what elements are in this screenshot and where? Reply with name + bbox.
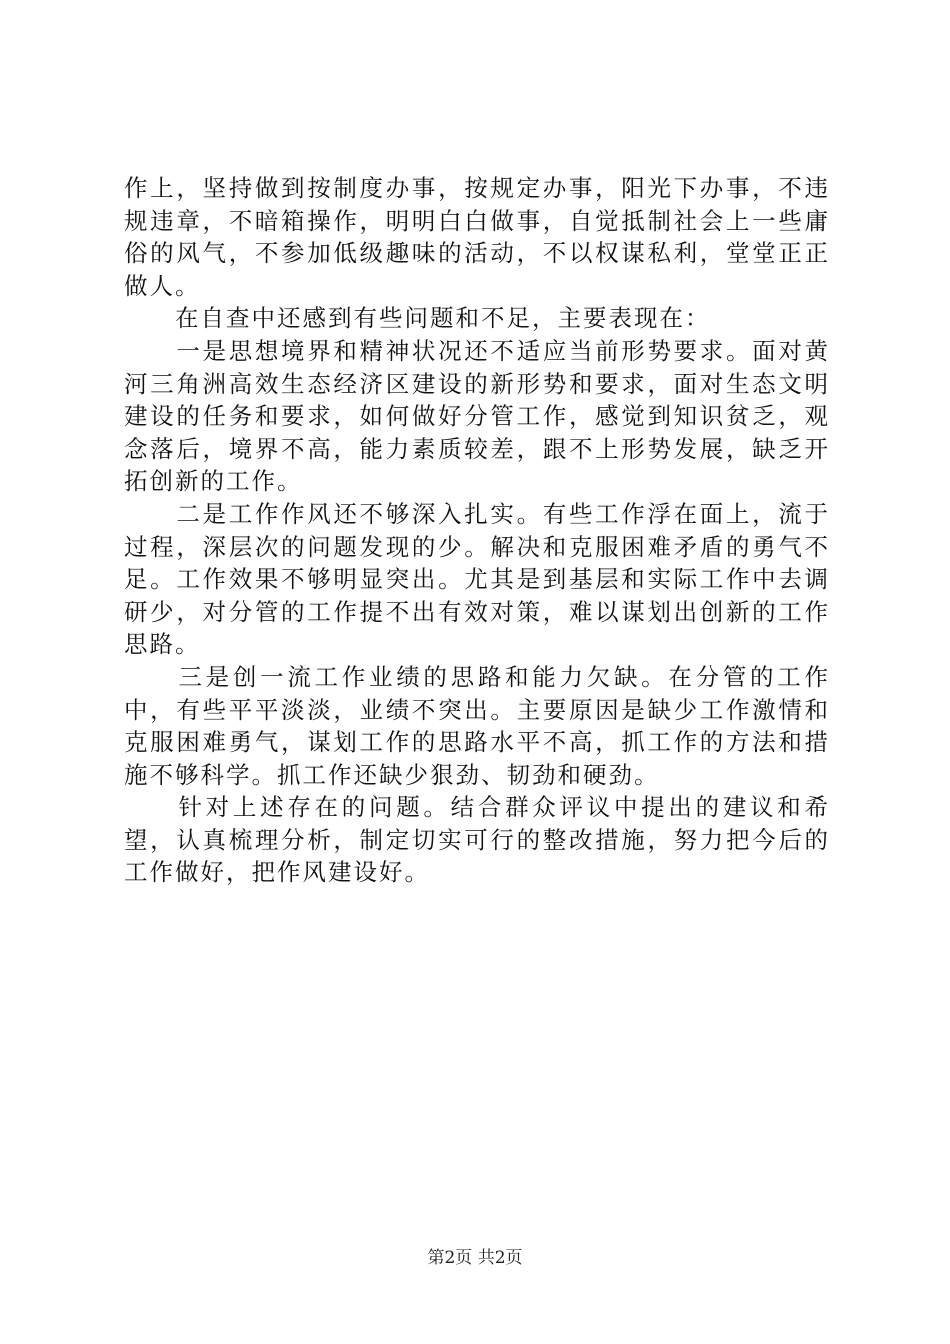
paragraph-conclusion: 针对上述存在的问题。结合群众评议中提出的建议和希望，认真梳理分析，制定切实可行的整改措施，努力把今后的工作做好，把作风建设好。 xyxy=(124,793,830,887)
paragraph-problems-intro: 在自查中还感到有些问题和不足，主要表现在： xyxy=(124,304,711,333)
paragraph-point-three: 三是创一流工作业绩的思路和能力欠缺。在分管的工作中，有些平平淡淡，业绩不突出。主要原因是缺少工作激情和克服困难勇气，谋划工作的思路水平不高，抓工作的方法和措施不够科学。抓工作还缺少狠劲、韧劲和硬劲。 xyxy=(124,662,830,789)
page-number-footer: 第2页 共2页 xyxy=(427,1248,523,1268)
paragraph-continuation: 作上，坚持做到按制度办事，按规定办事，阳光下办事，不违规违章，不暗箱操作，明明白白做事，自觉抵制社会上一些庸俗的风气，不参加低级趣味的活动，不以权谋私利，堂堂正正做人。 xyxy=(124,174,830,300)
paragraph-point-two: 二是工作作风还不够深入扎实。有些工作浮在面上，流于过程，深层次的问题发现的少。解决和克服困难矛盾的勇气不足。工作效果不够明显突出。尤其是到基层和实际工作中去调研少，对分管的工作提不出有效对策，难以谋划出创新的工作思路。 xyxy=(124,499,830,659)
paragraph-point-one: 一是思想境界和精神状况还不适应当前形势要求。面对黄河三角洲高效生态经济区建设的新形势和要求，面对生态文明建设的任务和要求，如何做好分管工作，感觉到知识贫乏，观念落后，境界不高，能力素质较差，跟不上形势发展，缺乏开拓创新的工作。 xyxy=(124,336,830,496)
body-text xyxy=(124,172,830,889)
